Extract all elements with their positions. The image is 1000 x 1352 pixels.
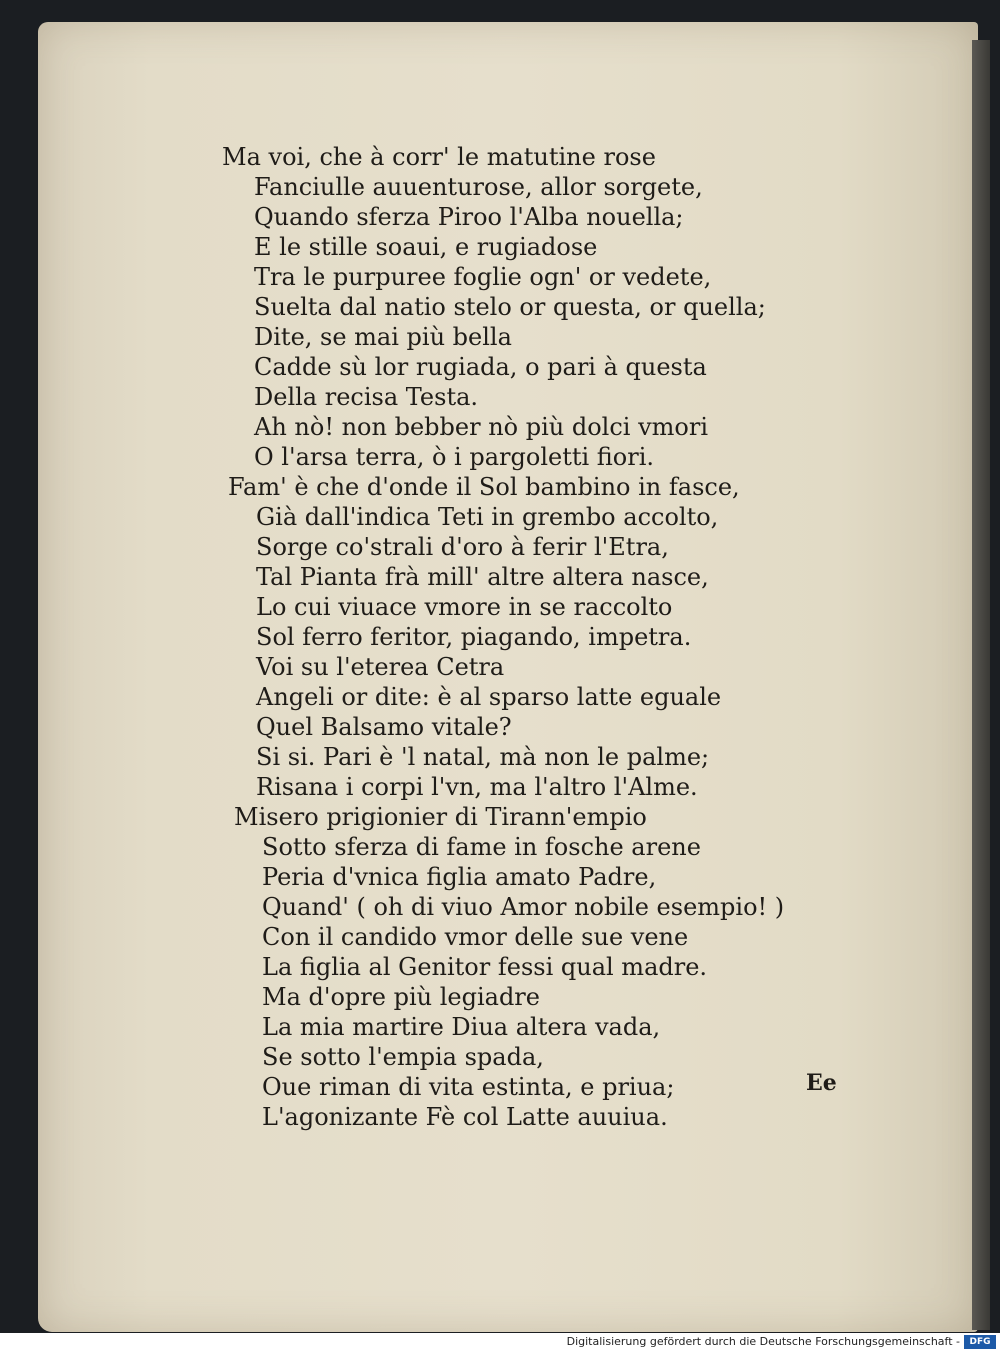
poem-line: Tal Pianta frà mill' altre altera nasce, — [256, 563, 709, 591]
poem-line: O l'arsa terra, ò i pargoletti fiori. — [254, 443, 655, 471]
poem-line: Fam' è che d'onde il Sol bambino in fasce, — [228, 473, 740, 501]
poem-line: Con il candido vmor delle sue vene — [262, 923, 689, 951]
poem-line: Oue riman di vita estinta, e priua; — [262, 1073, 675, 1101]
digitization-footer — [0, 1333, 1000, 1352]
poem-line: Angeli or dite: è al sparso latte eguale — [256, 683, 722, 711]
poem-line: Sorge co'strali d'oro à ferir l'Etra, — [256, 533, 669, 561]
poem-line: Sol ferro feritor, piagando, impetra. — [256, 623, 692, 651]
poem-line: Della recisa Testa. — [254, 383, 479, 411]
poem-line: Quando sferza Piroo l'Alba nouella; — [254, 203, 684, 231]
poem-line: L'agonizante Fè col Latte auuiua. — [262, 1103, 668, 1131]
poem-line: Tra le purpuree foglie ogn' or vedete, — [254, 263, 712, 291]
poem-line: Ma d'opre più legiadre — [262, 983, 540, 1011]
poem-line: Quand' ( oh di viuo Amor nobile esempio! ) — [262, 893, 785, 921]
dfg-logo-icon: DFG — [964, 1335, 996, 1349]
poem-line: Voi su l'eterea Cetra — [256, 653, 505, 681]
poem-line: Cadde sù lor rugiada, o pari à questa — [254, 353, 707, 381]
poem-line: La figlia al Genitor fessi qual madre. — [262, 953, 708, 981]
poem-line: Già dall'indica Teti in grembo accolto, — [256, 503, 719, 531]
poem-line: Suelta dal natio stelo or questa, or quella; — [254, 293, 766, 321]
poem-line: E le stille soaui, e rugiadose — [254, 233, 598, 261]
poem-line: Misero prigionier di Tirann'empio — [234, 803, 647, 831]
funding-credit: Digitalisierung gefördert durch die Deutsche Forschungsgemeinschaft - — [566, 1335, 960, 1348]
poem-line: Se sotto l'empia spada, — [262, 1043, 544, 1071]
poem-line: Fanciulle auuenturose, allor sorgete, — [254, 173, 703, 201]
poem-line: Ma voi, che à corr' le matutine rose — [222, 143, 656, 171]
poem-line: Sotto sferza di fame in fosche arene — [262, 833, 701, 861]
catchword: Ee — [806, 1070, 837, 1096]
poem-line: Risana i corpi l'vn, ma l'altro l'Alme. — [256, 773, 698, 801]
poem-line: Dite, se mai più bella — [254, 323, 512, 351]
poem-line: Peria d'vnica figlia amato Padre, — [262, 863, 657, 891]
poem-line: Ah nò! non bebber nò più dolci vmori — [254, 413, 708, 441]
poem-line: La mia martire Diua altera vada, — [262, 1013, 661, 1041]
poem-line: Si si. Pari è 'l natal, mà non le palme; — [256, 743, 710, 771]
poem-line: Quel Balsamo vitale? — [256, 713, 512, 741]
poem-line: Lo cui viuace vmore in se raccolto — [256, 593, 673, 621]
